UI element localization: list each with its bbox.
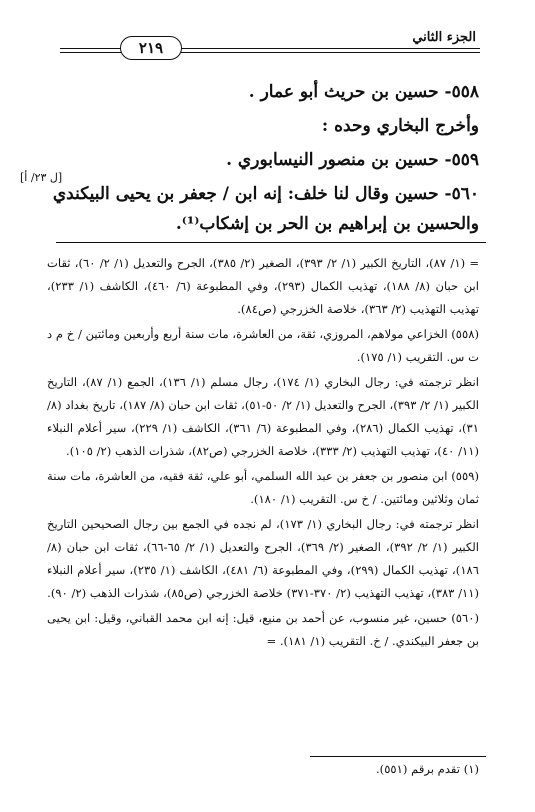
note-558-refs: انظر ترجمته في: رجال البخاري (١/ ١٧٤)، رجال مسلم (١/ ١٣٦)، الجمع (١/ ٨٧)، التاريخ الكبير (١/ ٢/ ٣٩٣)، الجرح والتعديل (١/ ٢/ ٥٠-٥١)، ثقات ابن حبان (٨/ ١٨٧)، تاريخ بغداد (٨/ ٣١)، تهذيب الكمال (٢٨٦)، وفي المطبوعة (٦/ ٣٦١)، الكاشف (١/ ٢٢٩)، سير أعلام النبلاء (١١/ ٤٠)، تهذيب التهذيب (٢/ ٣٣٣)، خلاصة الخزرجي (ص٨٢)، شذرات الذهب (٢/ ١٠٥). <box>47 375 480 458</box>
entry-559: ٥٥٩- حسين بن منصور النيسابوري . <box>226 150 479 170</box>
part-title: الجزء الثاني <box>412 30 476 45</box>
manuscript-margin-note: [ل ٢٣/ أ] <box>20 171 63 184</box>
notes-separator <box>56 242 486 243</box>
entry-560: ٥٦٠- حسين وقال لنا خلف: إنه ابن / جعفر بن يحيى البيكندي <box>52 184 479 204</box>
footnote-1: (١) تقدم برقم (٥٥١). <box>375 762 479 776</box>
page-number-badge: ٢١٩ <box>120 36 182 60</box>
notes-block <box>47 252 479 653</box>
note-559: (٥٥٩) ابن منصور بن جعفر بن عبد الله السلمي، أبو علي، ثقة فقيه، من العاشرة، مات سنة ثمان وثلاثين ومائتين. / خ س. التقريب (١/ ١٨٠). <box>47 469 479 506</box>
section-heading: وأخرج البخاري وحده : <box>321 116 479 136</box>
entry-560-continued: والحسين بن إبراهيم بن الحر بن إشكاب⁽¹⁾. <box>175 214 479 234</box>
note-560: (٥٦٠) حسين، غير منسوب، عن أحمد بن منيع، قيل: إنه ابن محمد القباني، وقيل: ابن يحيى بن جعفر البيكندي. / خ. التقريب (١/ ١٨١). = <box>47 611 479 648</box>
footnote-separator <box>310 756 486 757</box>
note-559-refs: انظر ترجمته في: رجال البخاري (١/ ١٧٣)، لم نجده في الجمع بين رجال الصحيحين التاريخ الكبير (١/ ٢/ ٣٩٢)، الصغير (٢/ ٣٦٩)، الجرح والتعديل (١/ ٢/ ٦٥-٦٦)، ثقات ابن حبان (٨/ ١٨٦)، تهذيب الكمال (٢٩٩)، وفي المطبوعة (٦/ ٤٨١)، الكاشف (١/ ٢٣٥)، سير أعلام النبلاء (١١/ ٣٨٣)، تهذيب التهذيب (٢/ ٣٧٠-٣٧١) خلاصة الخزرجي (ص٨٥)، شذرات الذهب (٢/ ٩٠). <box>47 517 480 600</box>
page-header <box>60 14 480 57</box>
entry-558: ٥٥٨- حسين بن حريث أبو عمار . <box>248 82 479 102</box>
note-continuation: = (١/ ٨٧)، التاريخ الكبير (١/ ٢/ ٣٩٣)، الصغير (٢/ ٣٨٥)، الجرح والتعديل (١/ ٢/ ٦٠)، ثقات ابن حبان (٨/ ١٨٨)، تهذيب الكمال (٢٩٣)، وفي المطبوعة (٦/ ٤٦٠)، الكاشف (١/ ٢٣٣)، تهذيب التهذيب (٢/ ٣٦٣)، خلاصة الخزرجي (ص٨٤). <box>47 256 480 316</box>
note-558: (٥٥٨) الخزاعي مولاهم، المروزي، ثقة، من العاشرة، مات سنة أربع وأربعين ومائتين / خ م د ت س. التقريب (١/ ١٧٥). <box>47 327 479 364</box>
